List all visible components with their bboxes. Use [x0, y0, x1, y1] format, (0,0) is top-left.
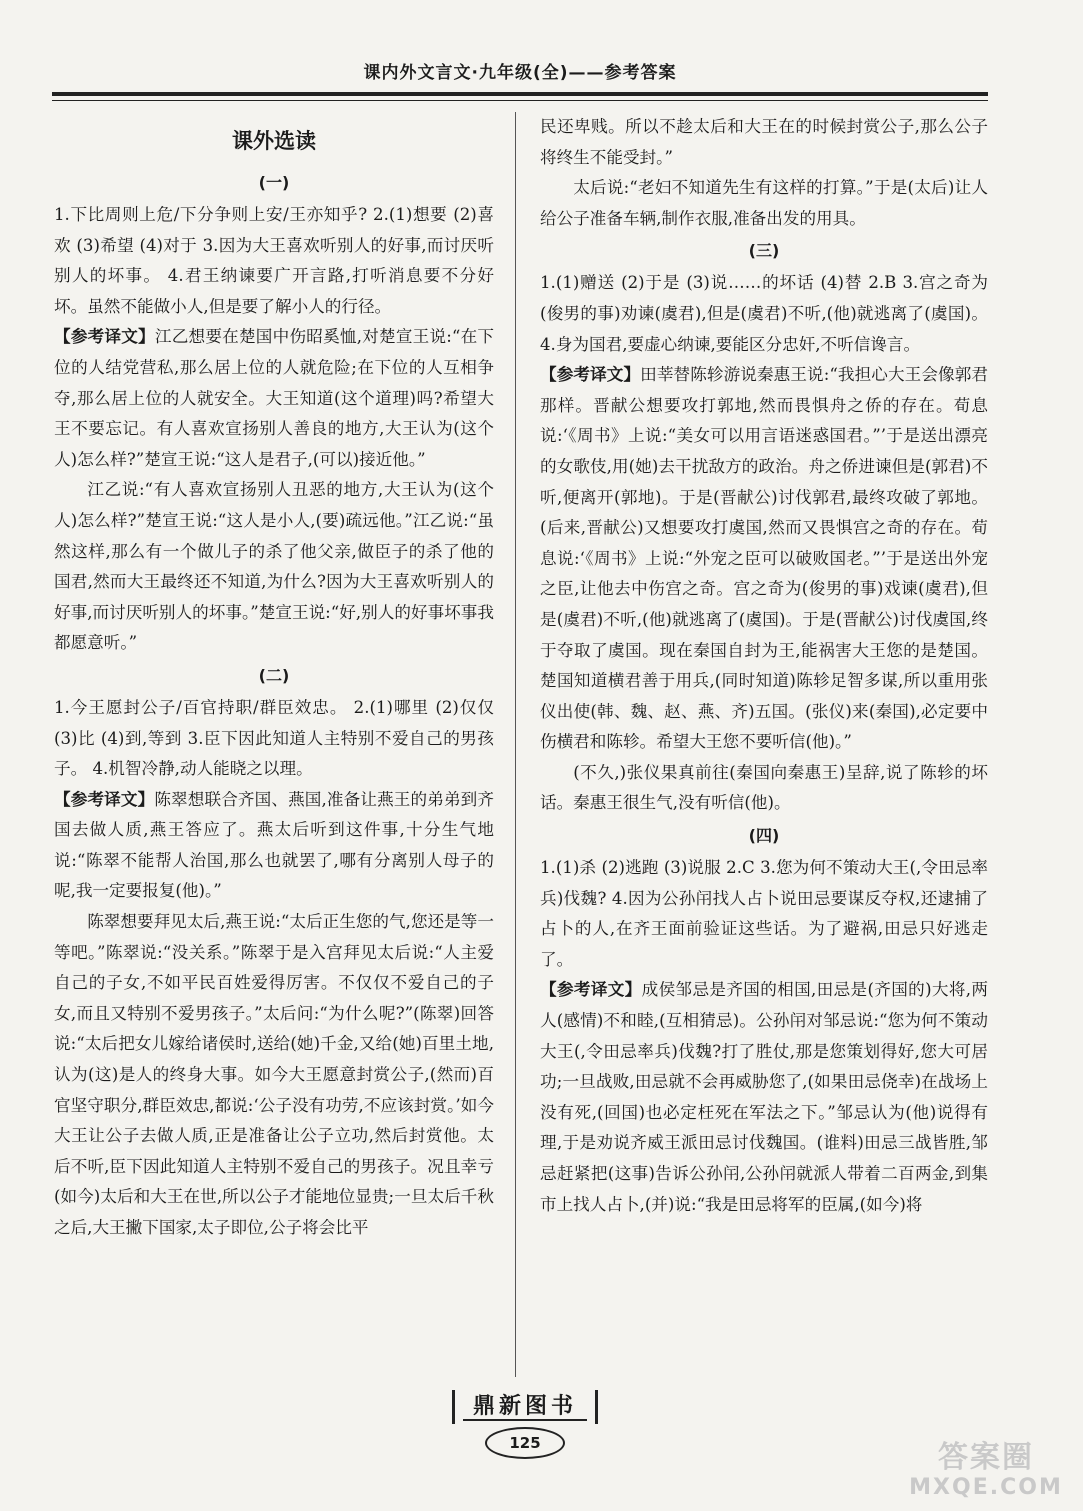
translation-text: 陈翠想联合齐国、燕国,准备让燕王的弟弟到齐国去做人质,燕王答应了。燕太后听到这件事,十分生气地说:“陈翠不能帮人治国,那么也就罢了,哪有分离别人母子的呢,我一定要报复(他)。”: [54, 789, 495, 901]
translation-paragraph-1b: 江乙说:“有人喜欢宣扬别人丑恶的地方,大王认为(这个人)怎么样?”楚宣王说:“这人是小人,(要)疏远他。”江乙说:“虽然这样,那么有一个做儿子的杀了他父亲,做臣子的杀了他的国君,然而大王最终还不知道,为什么?因为大王喜欢听别人的好事,而讨厌听别人的坏事。”楚宣王说:“好,别人的好事坏事我都愿意听。”: [54, 480, 494, 653]
translation-text: 江乙想要在楚国中伤昭奚恤,对楚宣王说:“在下位的人结党营私,那么居上位的人就危险;在下位的人互相争夺,那么居上位的人就安全。大王知道(这个道理)吗?希望大王不要忘记。有人喜欢宣扬别人善良的地方,大王认为(这个人)怎么样?”楚宣王说:“这人是君子,(可以)接近他。”: [54, 327, 494, 469]
answer-paragraph-1: 1.下比周则上危/下分争则上安/王亦知乎? 2.(1)想要 (2)喜欢 (3)希望 (4)对于 3.因为大王喜欢听别人的好事,而讨厌听别人的坏事。 4.君王纳谏要广开言路,打听消息要不分好坏。虽然不能做小人,但是要了解小人的行径。: [54, 205, 494, 316]
left-column: [54, 112, 494, 1244]
translation-text: 田莘替陈轸游说秦惠王说:“我担心大王会像郭君那样。晋献公想要攻打郭地,然而畏惧舟之侨的存在。荀息说:‘《周书》上说:“美女可以用言语迷惑国君。”’于是送出漂亮的女歌伎,用(她)去干扰敌方的政治。舟之侨进谏但是(郭君)不听,便离开(郭地)。于是(晋献公)讨伐郭君,最终攻破了郭地。(后来,晋献公)又想要攻打虞国,然而又畏惧宫之奇的存在。荀息说:‘《周书》上说:“外宠之臣可以破败国老。”’于是送出外宠之臣,让他去中伤宫之奇。宫之奇为(俊男的事)戏谏(虞君),但是(虞君)不听,(他)就逃离了(虞国)。于是(晋献公)讨伐虞国,终于夺取了虞国。现在秦国自封为王,能祸害大王您的是楚国。楚国知道横君善于用兵,(同时知道)陈轸足智多谋,所以重用张仪出使(韩、魏、赵、燕、齐)五国。(张仪)来(秦国),必定要中伤横君和陈轸。希望大王您不要听信(他)。”: [540, 365, 988, 752]
page-header-title: 课内外文言文·九年级(全)——参考答案: [363, 63, 677, 83]
translation-paragraph-2a: [54, 785, 494, 907]
subsection-heading-4: (四): [748, 826, 780, 846]
translation-tag: 【参考译文】: [540, 365, 641, 385]
header-rule-thin: [52, 100, 988, 101]
translation-tag: 【参考译文】: [54, 327, 155, 347]
continued-paragraph-2: 太后说:“老妇不知道先生有这样的打算。”于是(太后)让人给公子准备车辆,制作衣服,准备出发的用具。: [540, 178, 988, 228]
answer-paragraph-3: 1.(1)赠送 (2)于是 (3)说……的坏话 (4)替 2.B 3.宫之奇为(俊男的事)劝谏(虞君),但是(虞君)不听,(他)就逃离了(虞国)。 4.身为国君,要虚心纳谏,要能区分忠奸,不听信谗言。: [540, 273, 988, 354]
translation-tag: 【参考译文】: [54, 789, 155, 809]
subsection-heading-2: (二): [258, 665, 290, 685]
translation-tag: 【参考译文】: [540, 980, 642, 1000]
subsection-heading-3: (三): [748, 241, 780, 261]
watermark-top: 答案圈: [938, 1440, 1034, 1475]
translation-paragraph-3a: [540, 360, 988, 758]
publisher-logo: 鼎新图书: [452, 1390, 598, 1424]
right-column: [540, 112, 988, 1220]
translation-paragraph-4a: [540, 975, 988, 1220]
continued-paragraph: 民还卑贱。所以不趁太后和大王在的时候封赏公子,那么公子将终生不能受封。”: [540, 117, 988, 167]
watermark-bottom: MXQE.COM: [909, 1475, 1063, 1500]
answer-paragraph-4: 1.(1)杀 (2)逃跑 (3)说服 2.C 3.您为何不策动大王(,令田忌率兵)伐魏? 4.因为公孙闬找人占卜说田忌要谋反夺权,还逮捕了占卜的人,在齐王面前验证这些话。为了避祸,田忌只好逃走了。: [540, 858, 988, 969]
column-divider: [515, 112, 516, 1377]
page-number: 125: [485, 1427, 565, 1459]
translation-text: 成侯邹忌是齐国的相国,田忌是(齐国的)大将,两人(感情)不和睦,(互相猜忌)。公孙闬对邹忌说:“您为何不策动大王(,令田忌率兵)伐魏?打了胜仗,那是您策划得好,您大可居功;一旦战败,田忌就不会再威胁您了,(如果田忌侥幸)在战场上没有死,(回国)也必定枉死在军法之下。”邹忌认为(他)说得有理,于是劝说齐威王派田忌讨伐魏国。(谁料)田忌三战皆胜,邹忌赶紧把(这事)告诉公孙闬,公孙闬就派人带着二百两金,到集市上找人占卜,(并)说:“我是田忌将军的臣属,(如今)将: [540, 980, 989, 1214]
section-title: 课外选读: [232, 129, 316, 153]
header-rule-thick: [52, 92, 988, 96]
translation-paragraph-2b: 陈翠想要拜见太后,燕王说:“太后正生您的气,您还是等一等吧。”陈翠说:“没关系。”陈翠于是入宫拜见太后说:“人主爱自己的子女,不如平民百姓爱得厉害。不仅仅不爱自己的子女,而且又特别不爱男孩子。”太后问:“为什么呢?”(陈翠)回答说:“太后把女儿嫁给诸侯时,送给(她)千金,又给(她)百里土地,认为(这)是人的终身大事。如今大王愿意封赏公子,(然而)百官坚守职分,群臣效忠,都说:‘公子没有功劳,不应该封赏。’如今大王让公子去做人质,正是准备让公子立功,然后封赏他。太后不听,臣下因此知道人主特别不爱自己的男孩子。况且幸亏(如今)太后和大王在世,所以公子才能地位显贵;一旦太后千秋之后,大王撇下国家,太子即位,公子将会比平: [54, 912, 494, 1237]
translation-paragraph-3b: (不久,)张仪果真前往(秦国向秦惠王)呈辞,说了陈轸的坏话。秦惠王很生气,没有听信(他)。: [540, 762, 988, 813]
site-watermark: [901, 1440, 1071, 1506]
subsection-heading-1: (一): [258, 173, 290, 192]
translation-paragraph-1a: [54, 322, 494, 475]
answer-paragraph-2: 1.今王愿封公子/百官持职/群臣效忠。 2.(1)哪里 (2)仅仅 (3)比 (4)到,等到 3.臣下因此知道人主特别不爱自己的男孩子。 4.机智冷静,动人能晓之以理。: [54, 697, 494, 779]
